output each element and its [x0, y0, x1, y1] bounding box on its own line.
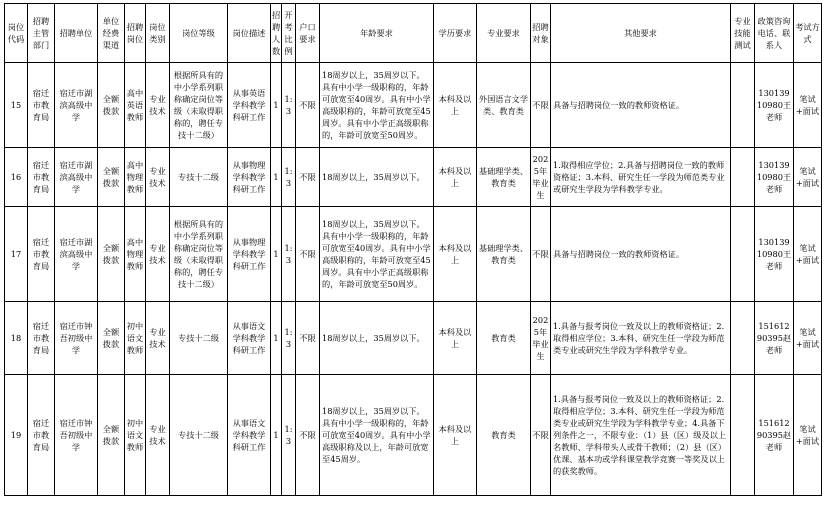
- cell-fund: 全额拨款: [98, 375, 125, 496]
- cell-exam: 笔试+面试: [794, 207, 822, 302]
- cell-other: 1.具备与报考岗位一致及以上的教师资格证；2.取得相应学位；3.本科、研究生任一学段为师范类专业或研究生学段为学科教学专业；4.具备下列条件之一，不限专业：（1）县（区）级及以上名教师、学科带头人或骨干教师；（2）县（区）优课、基本功或学科课堂教学竞赛一等奖及以上的获奖教师。: [551, 375, 731, 496]
- cell-major: 基础理学类、教育类: [477, 148, 531, 207]
- cell-edu: 本科及以上: [434, 63, 477, 148]
- cell-hukou: 不限: [296, 63, 320, 148]
- header-num: 招聘人数: [271, 4, 282, 63]
- cell-ratio: 1:3: [282, 207, 296, 302]
- cell-skill: [731, 375, 755, 496]
- cell-category: 专业技术: [146, 375, 170, 496]
- cell-major: 外国语言文学类、教育类: [477, 63, 531, 148]
- cell-code: 15: [5, 63, 28, 148]
- cell-unit: 宿迁市钟吾初级中学: [55, 302, 98, 375]
- cell-post: 初中语文教师: [125, 375, 146, 496]
- cell-num: 1: [271, 302, 282, 375]
- cell-exam: 笔试+面试: [794, 302, 822, 375]
- cell-edu: 本科及以上: [434, 148, 477, 207]
- table-row: [5, 375, 822, 496]
- cell-skill: [731, 302, 755, 375]
- cell-target: 2025年毕业生: [531, 302, 551, 375]
- header-code: 岗位代码: [5, 4, 28, 63]
- cell-other: 具备与招聘岗位一致的教师资格证。: [551, 207, 731, 302]
- table-row: [5, 63, 822, 148]
- header-edu: 学历要求: [434, 4, 477, 63]
- cell-skill: [731, 148, 755, 207]
- cell-level: 根据所具有的中小学系列职称确定岗位等级（未取得职称的，聘任专技十二级）: [170, 63, 228, 148]
- cell-contact: 13013910980王老师: [755, 207, 794, 302]
- cell-num: 1: [271, 63, 282, 148]
- cell-age: 18周岁以上，35周岁以下。: [320, 148, 434, 207]
- cell-target: 不限: [531, 63, 551, 148]
- cell-contact: 13013910980王老师: [755, 148, 794, 207]
- cell-desc: 从事语文学科教学科研工作: [228, 375, 271, 496]
- cell-target: 不限: [531, 207, 551, 302]
- cell-hukou: 不限: [296, 207, 320, 302]
- cell-fund: 全额拨款: [98, 148, 125, 207]
- header-age: 年龄要求: [320, 4, 434, 63]
- cell-dept: 宿迁市教育局: [28, 302, 55, 375]
- cell-post: 高中物理教师: [125, 207, 146, 302]
- cell-edu: 本科及以上: [434, 375, 477, 496]
- cell-hukou: 不限: [296, 148, 320, 207]
- table-row: [5, 148, 822, 207]
- cell-dept: 宿迁市教育局: [28, 63, 55, 148]
- cell-target: 不限: [531, 375, 551, 496]
- header-row: [5, 4, 822, 63]
- cell-skill: [731, 63, 755, 148]
- cell-edu: 本科及以上: [434, 207, 477, 302]
- cell-desc: 从事物理学科教学科研工作: [228, 148, 271, 207]
- header-target: 招聘对象: [531, 4, 551, 63]
- cell-exam: 笔试+面试: [794, 63, 822, 148]
- table-row: [5, 302, 822, 375]
- header-category: 岗位类别: [146, 4, 170, 63]
- cell-ratio: 1:3: [282, 63, 296, 148]
- cell-edu: 本科及以上: [434, 302, 477, 375]
- cell-hukou: 不限: [296, 302, 320, 375]
- cell-hukou: 不限: [296, 375, 320, 496]
- cell-age: 18周岁以上，35周岁以下。具有中小学一级职称的，年龄可放宽至40周岁。具有中小学高级职称及以上，年龄可放宽至45周岁。: [320, 375, 434, 496]
- cell-major: 教育类: [477, 302, 531, 375]
- cell-unit: 宿迁市湖滨高级中学: [55, 207, 98, 302]
- header-ratio: 开考比例: [282, 4, 296, 63]
- table-row: [5, 207, 822, 302]
- header-post: 招聘岗位: [125, 4, 146, 63]
- cell-dept: 宿迁市教育局: [28, 207, 55, 302]
- cell-post: 高中物理教师: [125, 148, 146, 207]
- cell-age: 18周岁以上，35周岁以下。具有中小学一级职称的，年龄可放宽至40周岁。具有中小学高级职称的，年龄可放宽至45周岁。具有中小学正高级职称的，年龄可放宽至50周岁。: [320, 63, 434, 148]
- cell-level: 专技十二级: [170, 302, 228, 375]
- header-skill: 专业技能测试: [731, 4, 755, 63]
- cell-other: 1.具备与报考岗位一致及以上的教师资格证；2.取得相应学位；3.本科、研究生任一学段为师范类专业或研究生学段为学科教学专业。: [551, 302, 731, 375]
- cell-major: 教育类: [477, 375, 531, 496]
- cell-unit: 宿迁市湖滨高级中学: [55, 63, 98, 148]
- header-contact: 政策咨询电话、联系人: [755, 4, 794, 63]
- header-dept: 招聘主管部门: [28, 4, 55, 63]
- cell-code: 19: [5, 375, 28, 496]
- cell-dept: 宿迁市教育局: [28, 375, 55, 496]
- recruitment-table: [4, 3, 822, 496]
- cell-num: 1: [271, 207, 282, 302]
- cell-age: 18周岁以上，35周岁以下。具有中小学一级职称的，年龄可放宽至40周岁。具有中小学高级职称的，年龄可放宽至45周岁。具有中小学正高级职称的，年龄可放宽至50周岁。: [320, 207, 434, 302]
- cell-target: 2025年毕业生: [531, 148, 551, 207]
- header-unit: 招聘单位: [55, 4, 98, 63]
- cell-ratio: 1:3: [282, 148, 296, 207]
- cell-major: 基础理学类、教育类: [477, 207, 531, 302]
- cell-category: 专业技术: [146, 207, 170, 302]
- cell-exam: 笔试+面试: [794, 375, 822, 496]
- cell-dept: 宿迁市教育局: [28, 148, 55, 207]
- cell-contact: 13013910980王老师: [755, 63, 794, 148]
- cell-fund: 全额拨款: [98, 302, 125, 375]
- header-hukou: 户口要求: [296, 4, 320, 63]
- cell-exam: 笔试+面试: [794, 148, 822, 207]
- cell-other: 1.取得相应学位；2.具备与招聘岗位一致的教师资格证；3.本科、研究生任一学段为师范类专业或研究生学段为学科教学专业。: [551, 148, 731, 207]
- cell-level: 根据所具有的中小学系列职称确定岗位等级（未取得职称的，聘任专技十二级）: [170, 207, 228, 302]
- cell-desc: 从事语文学科教学科研工作: [228, 302, 271, 375]
- header-major: 专业要求: [477, 4, 531, 63]
- cell-other: 具备与招聘岗位一致的教师资格证。: [551, 63, 731, 148]
- cell-fund: 全额拨款: [98, 63, 125, 148]
- cell-code: 18: [5, 302, 28, 375]
- cell-contact: 15161290395赵老师: [755, 375, 794, 496]
- cell-fund: 全额拨款: [98, 207, 125, 302]
- cell-unit: 宿迁市湖滨高级中学: [55, 148, 98, 207]
- cell-category: 专业技术: [146, 148, 170, 207]
- cell-code: 16: [5, 148, 28, 207]
- cell-level: 专技十二级: [170, 375, 228, 496]
- cell-ratio: 1:3: [282, 375, 296, 496]
- cell-skill: [731, 207, 755, 302]
- cell-age: 18周岁以上，35周岁以下。: [320, 302, 434, 375]
- cell-post: 初中语文教师: [125, 302, 146, 375]
- cell-category: 专业技术: [146, 63, 170, 148]
- header-desc: 岗位描述: [228, 4, 271, 63]
- cell-num: 1: [271, 148, 282, 207]
- header-exam: 考试方式: [794, 4, 822, 63]
- cell-category: 专业技术: [146, 302, 170, 375]
- header-other: 其他要求: [551, 4, 731, 63]
- cell-code: 17: [5, 207, 28, 302]
- cell-ratio: 1:3: [282, 302, 296, 375]
- cell-level: 专技十二级: [170, 148, 228, 207]
- cell-post: 高中英语教师: [125, 63, 146, 148]
- cell-desc: 从事物理学科教学科研工作: [228, 207, 271, 302]
- cell-desc: 从事英语学科教学科研工作: [228, 63, 271, 148]
- cell-contact: 15161290395赵老师: [755, 302, 794, 375]
- header-fund: 单位经费渠道: [98, 4, 125, 63]
- header-level: 岗位等级: [170, 4, 228, 63]
- cell-num: 1: [271, 375, 282, 496]
- cell-unit: 宿迁市钟吾初级中学: [55, 375, 98, 496]
